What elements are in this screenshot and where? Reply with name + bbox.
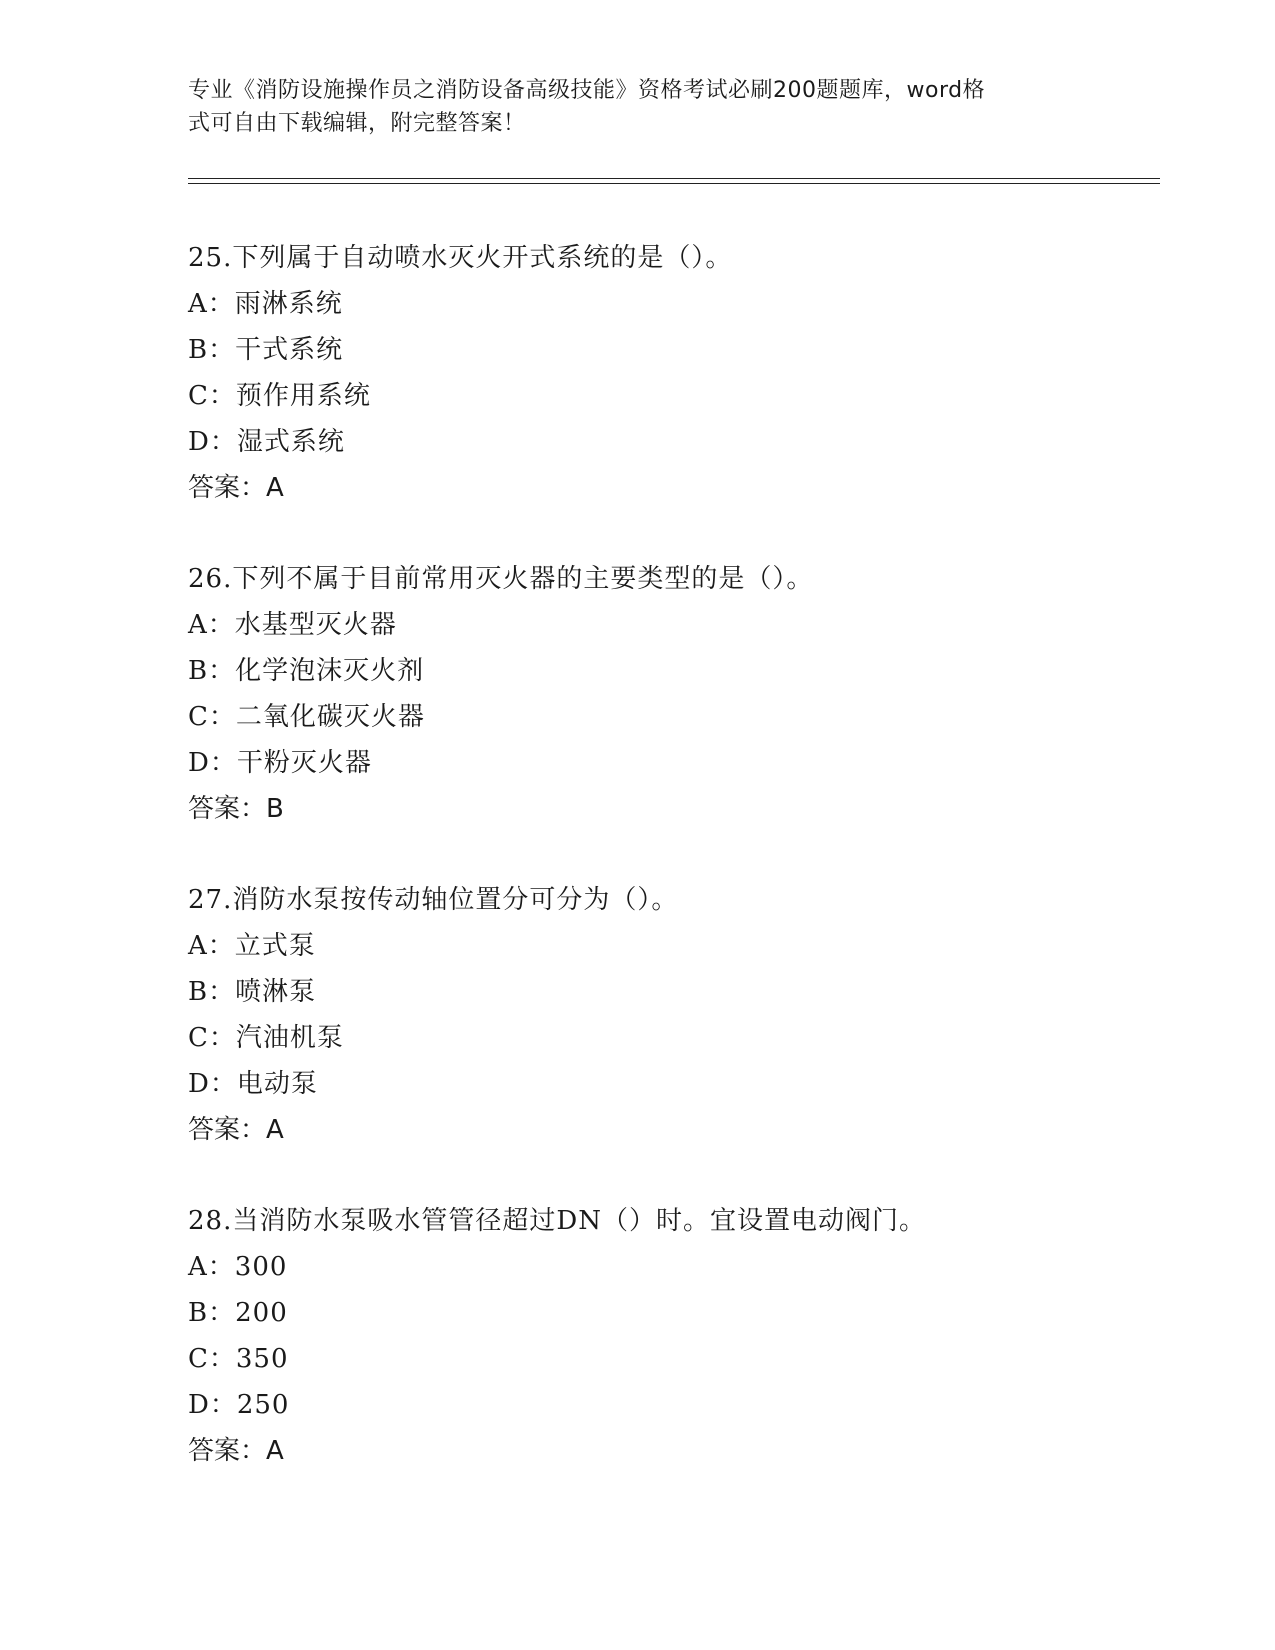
answer: 答案：A <box>188 473 284 503</box>
option-a: A：立式泵 <box>188 931 316 961</box>
option-a: A：水基型灭火器 <box>188 610 397 640</box>
question-stem: 25.下列属于自动喷水灭火开式系统的是（）。 <box>188 243 733 273</box>
header-line-1: 专业《消防设施操作员之消防设备高级技能》资格考试必刷200题题库，word格 <box>188 78 986 103</box>
option-d: D：电动泵 <box>188 1069 318 1099</box>
option-b: B：干式系统 <box>188 335 344 365</box>
option-a: A：300 <box>188 1252 288 1282</box>
option-b: B：化学泡沫灭火剂 <box>188 656 425 686</box>
answer: 答案：B <box>188 794 284 824</box>
answer: 答案：A <box>188 1115 284 1145</box>
question-28 <box>188 1198 1168 1474</box>
option-c: C：二氧化碳灭火器 <box>188 702 425 732</box>
header-divider-top <box>188 178 1160 179</box>
question-26 <box>188 556 1168 832</box>
option-b: B：200 <box>188 1298 288 1328</box>
header-divider-bottom <box>188 183 1160 184</box>
option-a: A：雨淋系统 <box>188 289 343 319</box>
option-b: B：喷淋泵 <box>188 977 317 1007</box>
question-stem: 26.下列不属于目前常用灭火器的主要类型的是（）。 <box>188 564 814 594</box>
header-line-2: 式可自由下载编辑，附完整答案！ <box>188 111 526 136</box>
question-25 <box>188 235 1168 511</box>
option-d: D：湿式系统 <box>188 427 345 457</box>
option-c: C：350 <box>188 1344 289 1374</box>
option-c: C：汽油机泵 <box>188 1023 344 1053</box>
option-d: D：干粉灭火器 <box>188 748 372 778</box>
document-header <box>188 74 1088 140</box>
question-stem: 28.当消防水泵吸水管管径超过DN（）时。宜设置电动阀门。 <box>188 1206 926 1236</box>
answer: 答案：A <box>188 1436 284 1466</box>
option-d: D：250 <box>188 1390 290 1420</box>
question-stem: 27.消防水泵按传动轴位置分可分为（）。 <box>188 885 679 915</box>
question-27 <box>188 877 1168 1153</box>
option-c: C：预作用系统 <box>188 381 371 411</box>
